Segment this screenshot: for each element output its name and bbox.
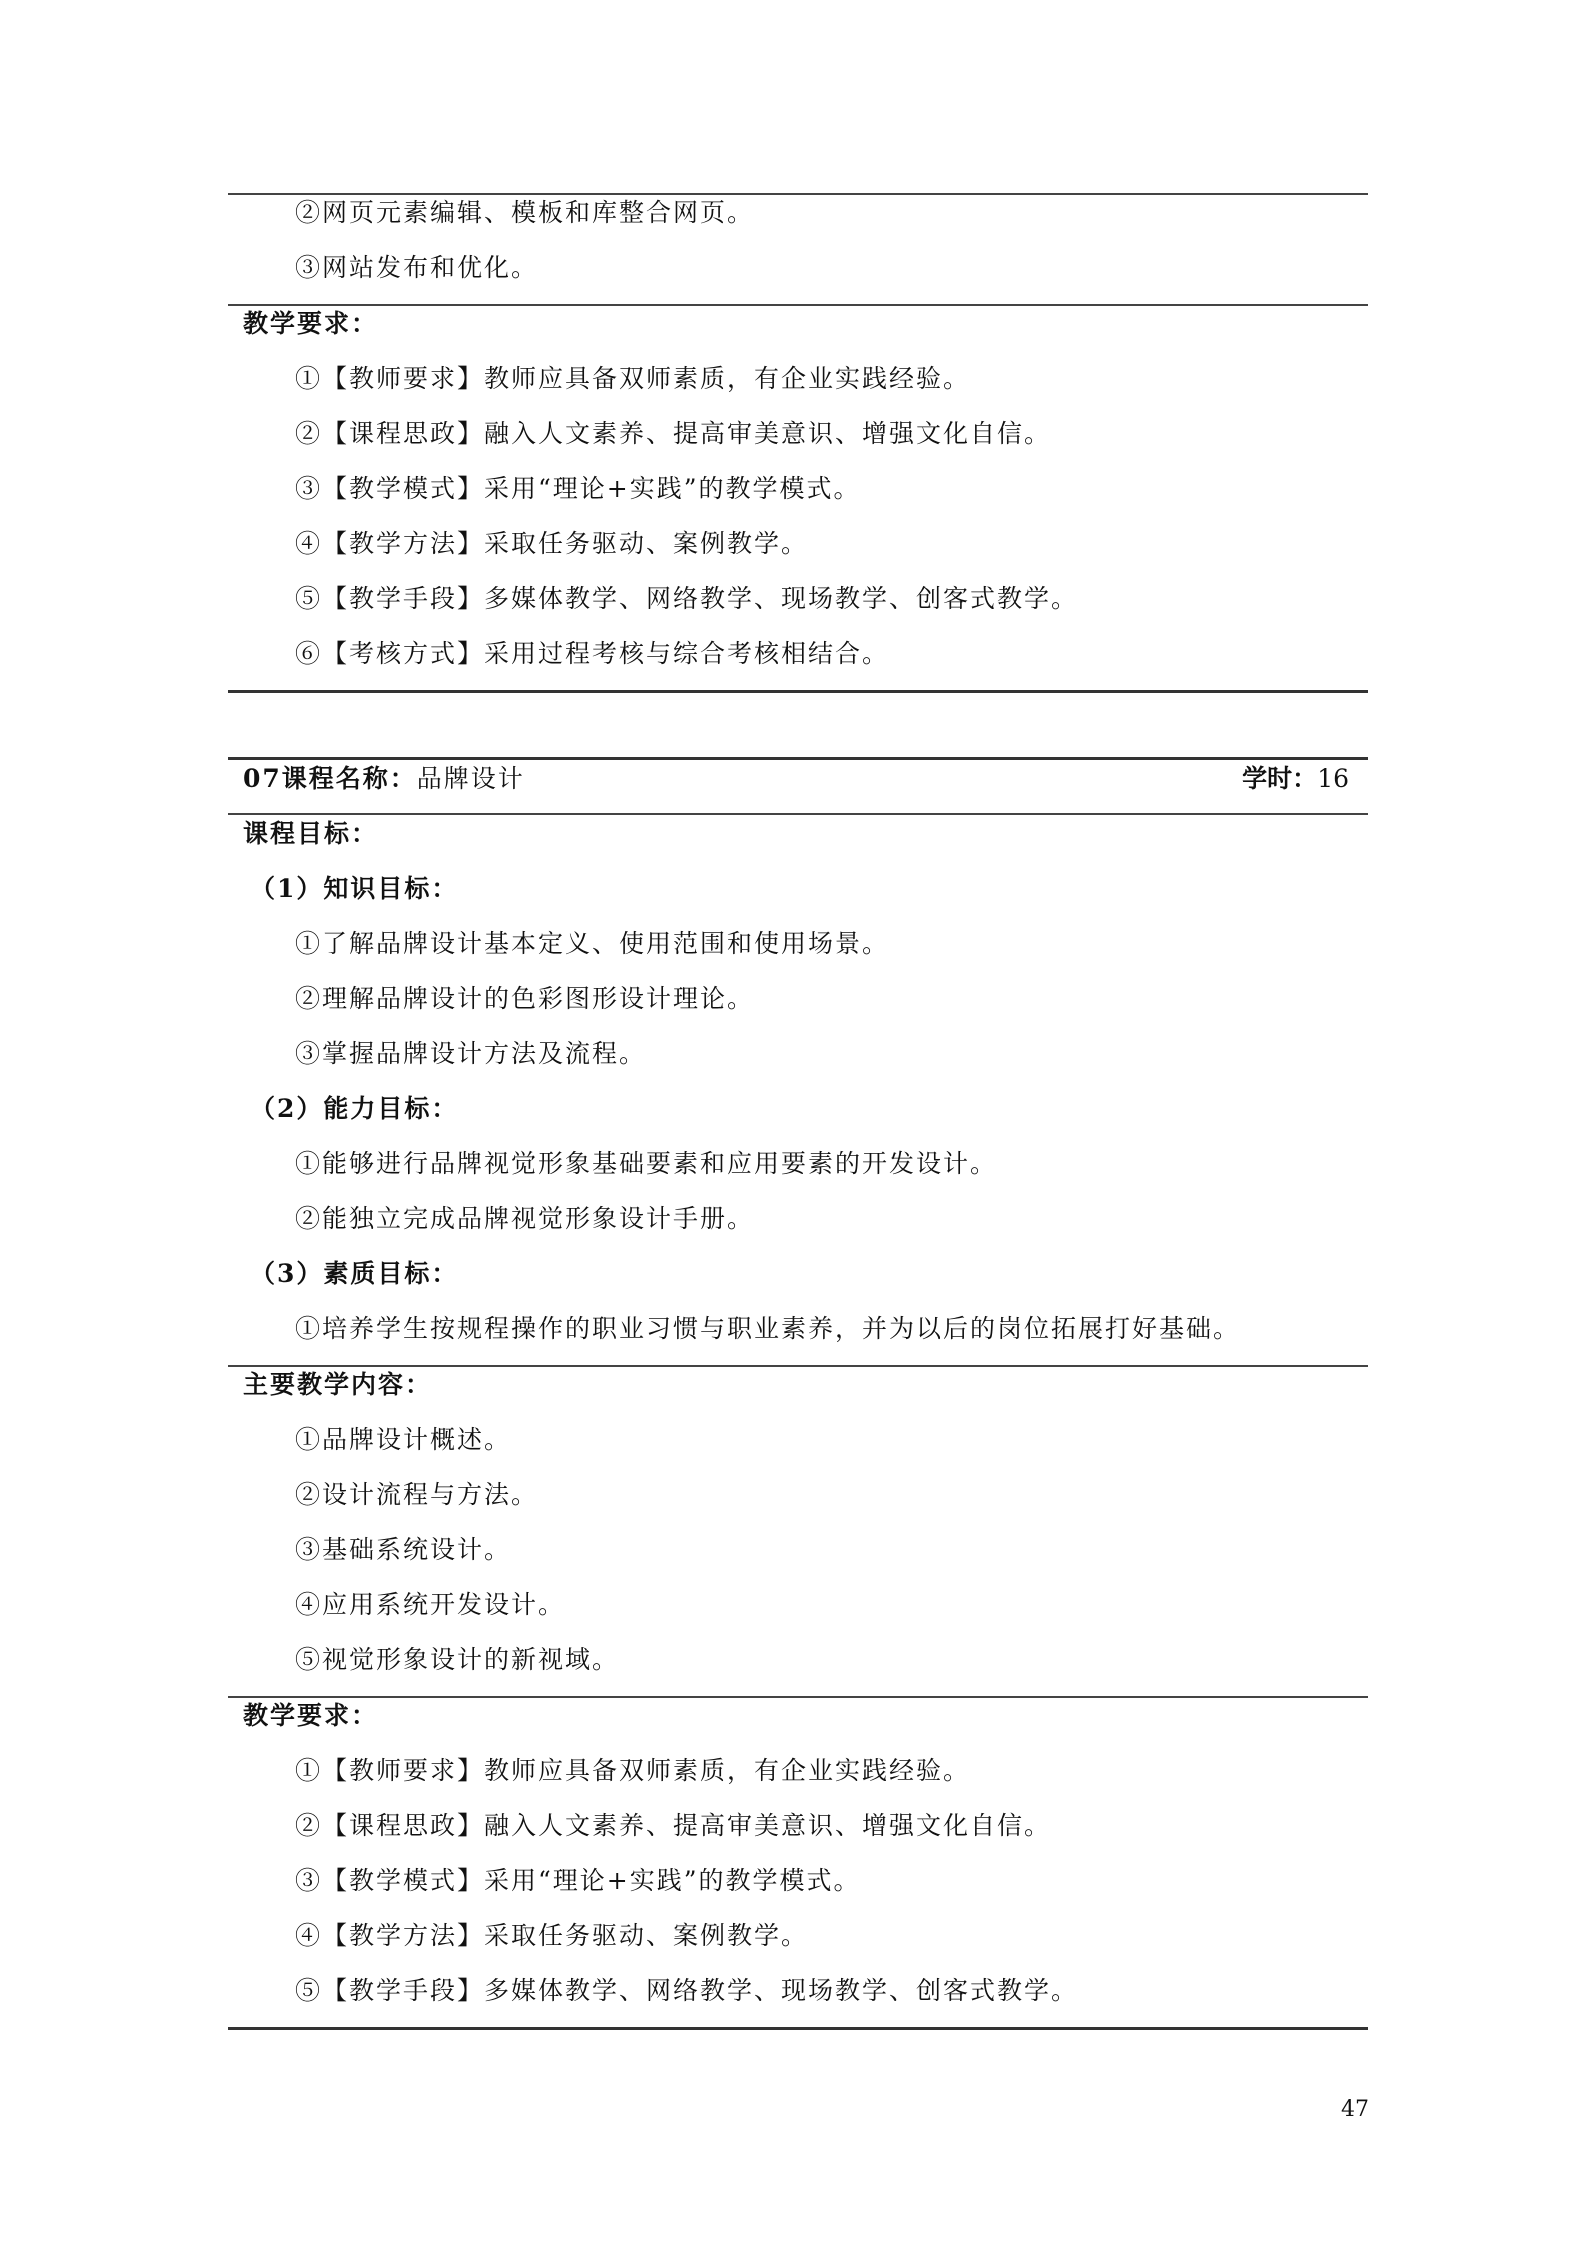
course-name: 品牌设计 bbox=[416, 764, 525, 793]
course-table-top-rule bbox=[228, 757, 1368, 760]
knowledge-item: ①了解品牌设计基本定义、使用范围和使用场景。 bbox=[295, 929, 890, 958]
ability-item: ①能够进行品牌视觉形象基础要素和应用要素的开发设计。 bbox=[295, 1149, 998, 1178]
requirements-heading: 教学要求： bbox=[243, 309, 379, 338]
course-table-bottom-rule bbox=[228, 2027, 1368, 2030]
course-title-row bbox=[243, 762, 525, 796]
knowledge-item: ②理解品牌设计的色彩图形设计理论。 bbox=[295, 984, 755, 1013]
requirement-item: ④【教学方法】采取任务驱动、案例教学。 bbox=[295, 529, 809, 558]
requirement-item: ⑤【教学手段】多媒体教学、网络教学、现场教学、创客式教学。 bbox=[295, 1976, 1079, 2005]
content-item: ②设计流程与方法。 bbox=[295, 1480, 539, 1509]
row-divider bbox=[228, 1696, 1368, 1698]
content-heading: 主要教学内容： bbox=[243, 1370, 433, 1399]
quality-heading: （3）素质目标： bbox=[250, 1259, 459, 1288]
quality-item: ①培养学生按规程操作的职业习惯与职业素养，并为以后的岗位拓展打好基础。 bbox=[295, 1314, 1241, 1343]
page-number: 47 bbox=[1341, 2097, 1369, 2122]
objectives-heading: 课程目标： bbox=[243, 819, 379, 848]
content-item: ②网页元素编辑、模板和库整合网页。 bbox=[295, 198, 755, 227]
content-item: ③基础系统设计。 bbox=[295, 1535, 512, 1564]
row-divider bbox=[228, 813, 1368, 815]
requirement-item: ②【课程思政】融入人文素养、提高审美意识、增强文化自信。 bbox=[295, 419, 1052, 448]
requirement-item: ②【课程思政】融入人文素养、提高审美意识、增强文化自信。 bbox=[295, 1811, 1052, 1840]
content-item: ④应用系统开发设计。 bbox=[295, 1590, 566, 1619]
content-item: ⑤视觉形象设计的新视域。 bbox=[295, 1645, 620, 1674]
requirement-item: ④【教学方法】采取任务驱动、案例教学。 bbox=[295, 1921, 809, 1950]
requirement-item: ⑤【教学手段】多媒体教学、网络教学、现场教学、创客式教学。 bbox=[295, 584, 1079, 613]
knowledge-heading: （1）知识目标： bbox=[250, 874, 459, 903]
table-top-rule bbox=[228, 193, 1368, 195]
ability-heading: （2）能力目标： bbox=[250, 1094, 459, 1123]
row-divider bbox=[228, 1365, 1368, 1367]
requirements-heading: 教学要求： bbox=[243, 1701, 379, 1730]
knowledge-item: ③掌握品牌设计方法及流程。 bbox=[295, 1039, 647, 1068]
ability-item: ②能独立完成品牌视觉形象设计手册。 bbox=[295, 1204, 755, 1233]
content-item: ①品牌设计概述。 bbox=[295, 1425, 512, 1454]
row-divider bbox=[228, 304, 1368, 306]
course-hours bbox=[1242, 762, 1349, 796]
hours-value: 16 bbox=[1317, 764, 1349, 793]
hours-label: 学时： bbox=[1242, 764, 1318, 793]
requirement-item: ③【教学模式】采用“理论+实践”的教学模式。 bbox=[295, 474, 861, 503]
content-item: ③网站发布和优化。 bbox=[295, 253, 539, 282]
table-bottom-rule bbox=[228, 690, 1368, 693]
requirement-item: ①【教师要求】教师应具备双师素质，有企业实践经验。 bbox=[295, 364, 971, 393]
course-label: 07课程名称： bbox=[243, 764, 417, 793]
requirement-item: ⑥【考核方式】采用过程考核与综合考核相结合。 bbox=[295, 639, 890, 668]
requirement-item: ①【教师要求】教师应具备双师素质，有企业实践经验。 bbox=[295, 1756, 971, 1785]
requirement-item: ③【教学模式】采用“理论+实践”的教学模式。 bbox=[295, 1866, 861, 1895]
